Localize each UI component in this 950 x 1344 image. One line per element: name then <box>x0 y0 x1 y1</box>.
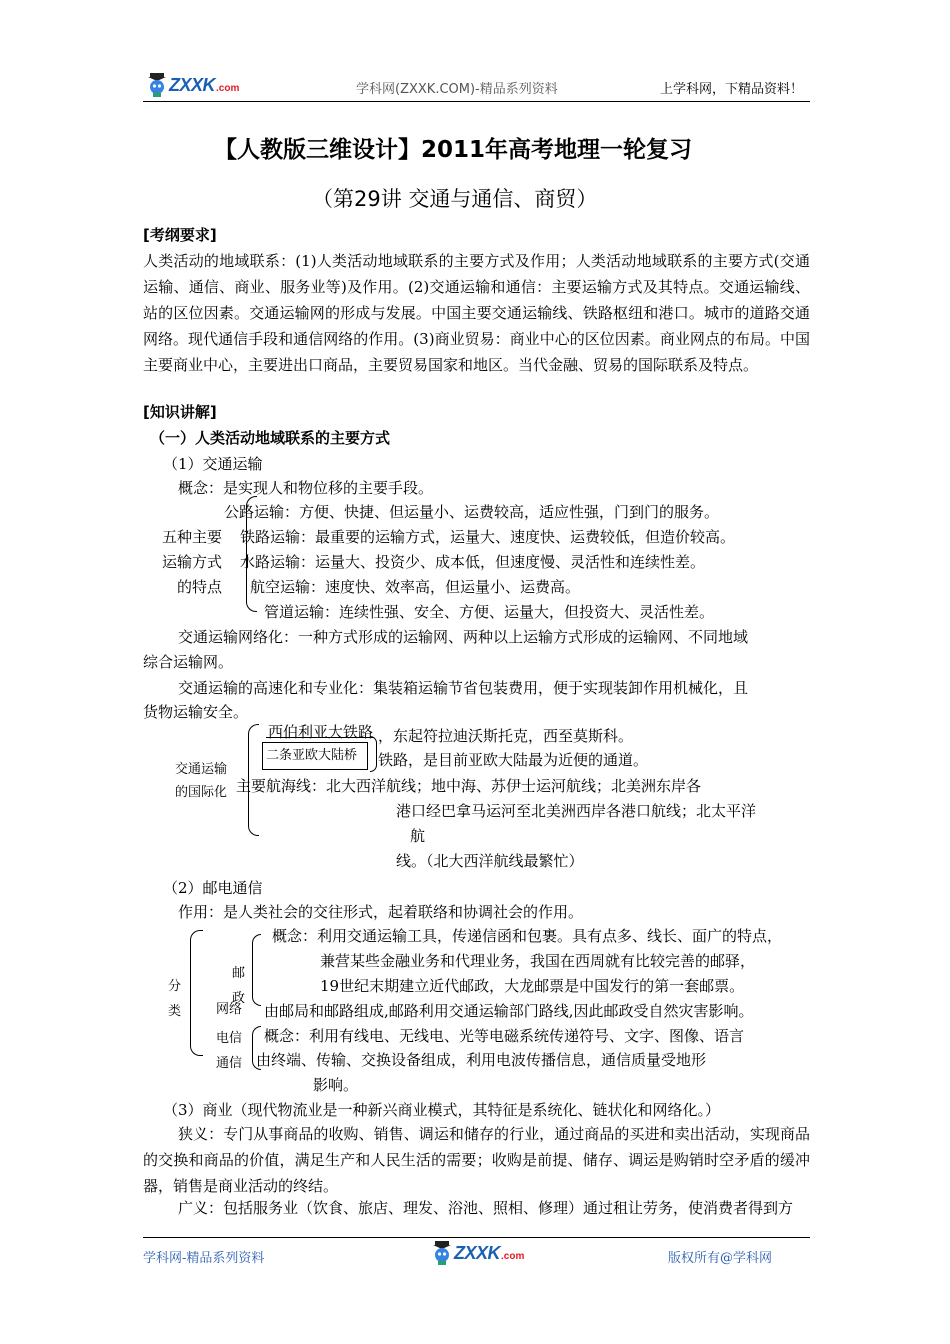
section-zhishi-heading: [知识讲解] <box>143 403 217 421</box>
commerce-narrow: 狭义：专门从事商品的收购、销售、调运和储存的行业，通过商品的买进和卖出活动，实现商品的交换和商品的价值，满足生产和人民生活的需要；收购是前提、储存、调运是购销时空矛盾的缓冲器，销售是商业活动的终结。 <box>143 1125 810 1195</box>
sea-routes-3: 航 <box>410 827 426 845</box>
fenlei-label-2: 类 <box>168 1004 182 1019</box>
commerce-broad: 广义：包括服务业（饮食、旅店、理发、浴池、照相、修理）通过租让劳务，使消费者得到方 <box>178 1199 794 1217</box>
postal-concept-2: 兼营某些金融业务和代理业务，我国在西周就有比较完善的邮驿， <box>320 952 756 970</box>
logo-suffix: .com <box>216 82 240 94</box>
footer-logo-suffix: .com <box>501 1250 525 1262</box>
siberia-desc: ，东起符拉迪沃斯托克，西至莫斯科。 <box>378 727 634 745</box>
post-use: 作用：是人类社会的交往形式，起着联络和协调社会的作用。 <box>178 903 584 921</box>
mode-rail: 铁路运输：最重要的运输方式，运量大、速度快、运费较低，但造价较高。 <box>240 528 736 546</box>
logo-text: ZXXK <box>169 74 216 95</box>
footer-logo-text: ZXXK <box>454 1242 501 1263</box>
header-logo <box>147 72 239 98</box>
telecom-network-2: 影响。 <box>313 1076 359 1094</box>
eurasia-desc: 铁路，是目前亚欧大陆最为近便的通道。 <box>378 751 649 769</box>
intl-label-1: 交通运输 <box>175 762 228 777</box>
transport-concept: 概念：是实现人和物位移的主要手段。 <box>178 479 434 497</box>
mode-water: 水路运输：运量大、投资少、成本低，但速度慢、灵活性和连续性差。 <box>240 553 706 571</box>
intl-label-2: 的国际化 <box>175 785 228 800</box>
wangluo-label: 网络 <box>216 1002 243 1017</box>
mascot-icon <box>432 1240 454 1266</box>
page-title: 【人教版三维设计】2011年高考地理一轮复习 <box>214 137 693 163</box>
header-divider <box>143 101 810 102</box>
youzheng-label-1: 邮 <box>232 966 246 981</box>
youzheng-label-2: 政 <box>232 991 246 1006</box>
page-subtitle: （第29讲 交通与通信、商贸） <box>312 187 598 211</box>
fenlei-brace <box>190 930 203 1056</box>
five-modes-label-3: 的特点 <box>177 578 223 596</box>
network-line-2: 综合运输网。 <box>143 653 234 671</box>
footer-left-text: 学科网-精品系列资料 <box>143 1251 265 1266</box>
sea-routes-1: 主要航海线：北大西洋航线；地中海、苏伊士运河航线；北美洲东岸各 <box>236 777 702 795</box>
footer-divider <box>143 1237 810 1238</box>
dianxin-label-2: 通信 <box>216 1056 243 1071</box>
mode-pipeline: 管道运输：连续性强、安全、方便、运量大，但投资大、灵活性差。 <box>264 603 715 621</box>
commerce-heading: （3）商业（现代物流业是一种新兴商业模式，其特征是系统化、链状化和网络化。） <box>163 1101 721 1119</box>
mascot-icon <box>147 72 169 98</box>
siberia-underline <box>266 737 374 738</box>
footer-right-text: 版权所有@学科网 <box>668 1251 773 1266</box>
header-center-text: 学科网(ZXXK.COM)-精品系列资料 <box>356 82 558 97</box>
kaogang-body: 人类活动的地域联系：(1)人类活动地域联系的主要方式及作用；人类活动地域联系的主要方式(交通运输、通信、商业、服务业等)及作用。(2)交通运输和通信：主要运输方式及其特点。交通运输线、站的区位因素。交通运输网的形成与发展。中国主要交通运输线、铁路枢纽和港口。城市的道路交通网络。现代通信手段和通信网络的作用。(3)商业贸易：商业中心的区位因素。商业网点的布局。中国主要商业中心，主要进出口商品，主要贸易国家和地区。当代金融、贸易的国际联系及特点。 <box>143 252 810 374</box>
sea-routes-4: 线。（北大西洋航线最繁忙） <box>396 852 584 870</box>
postal-concept-3: 19世纪末期建立近代邮政，大龙邮票是中国发行的第一套邮票。 <box>320 977 745 995</box>
speed-line-1: 交通运输的高速化和专业化：集装箱运输节省包装费用，便于实现装卸作用机械化，且 <box>178 679 749 697</box>
footer-logo <box>432 1240 524 1266</box>
post-heading: （2）邮电通信 <box>163 879 263 897</box>
five-modes-label-1: 五种主要 <box>162 528 223 546</box>
dianxin-label-1: 电信 <box>216 1031 243 1046</box>
mode-road: 公路运输：方便、快捷、但运量小、运费较高，适应性强，门到门的服务。 <box>224 503 720 521</box>
siberia-name: 西伯利亚大铁路 <box>268 723 374 741</box>
telecom-network-1: 由终端、传输、交换设备组成，利用电波传播信息，通信质量受地形 <box>256 1051 707 1069</box>
eurasia-box <box>262 742 368 770</box>
network-line-1: 交通运输网络化：一种方式形成的运输网、两种以上运输方式形成的运输网、不同地域 <box>178 628 749 646</box>
five-modes-label-2: 运输方式 <box>162 553 223 571</box>
speed-line-2: 货物运输安全。 <box>143 703 249 721</box>
section-kaogang-heading: [考纲要求] <box>143 226 217 244</box>
telecom-concept: 概念：利用有线电、无线电、光等电磁系统传递符号、文字、图像、语言 <box>264 1027 745 1045</box>
sea-routes-2: 港口经巴拿马运河至北美洲西岸各港口航线；北太平洋 <box>396 802 757 820</box>
header-right-text: 上学科网，下精品资料！ <box>660 82 804 97</box>
postal-concept-1: 概念：利用交通运输工具，传递信函和包裹。具有点多、线长、面广的特点， <box>272 927 783 945</box>
eurasia-name: 二条亚欧大陆桥 <box>266 748 358 763</box>
youzheng-brace <box>252 934 261 1006</box>
part1-heading: （一）人类活动地域联系的主要方式 <box>150 429 391 447</box>
fenlei-label-1: 分 <box>168 979 182 994</box>
eurasia-brace <box>370 736 377 772</box>
postal-network: 由邮局和邮路组成,邮路利用交通运输部门路线,因此邮政受自然灾害影响。 <box>264 1002 754 1020</box>
transport-heading: （1）交通运输 <box>163 455 263 473</box>
mode-air: 航空运输：速度快、效率高，但运量小、运费高。 <box>250 578 581 596</box>
